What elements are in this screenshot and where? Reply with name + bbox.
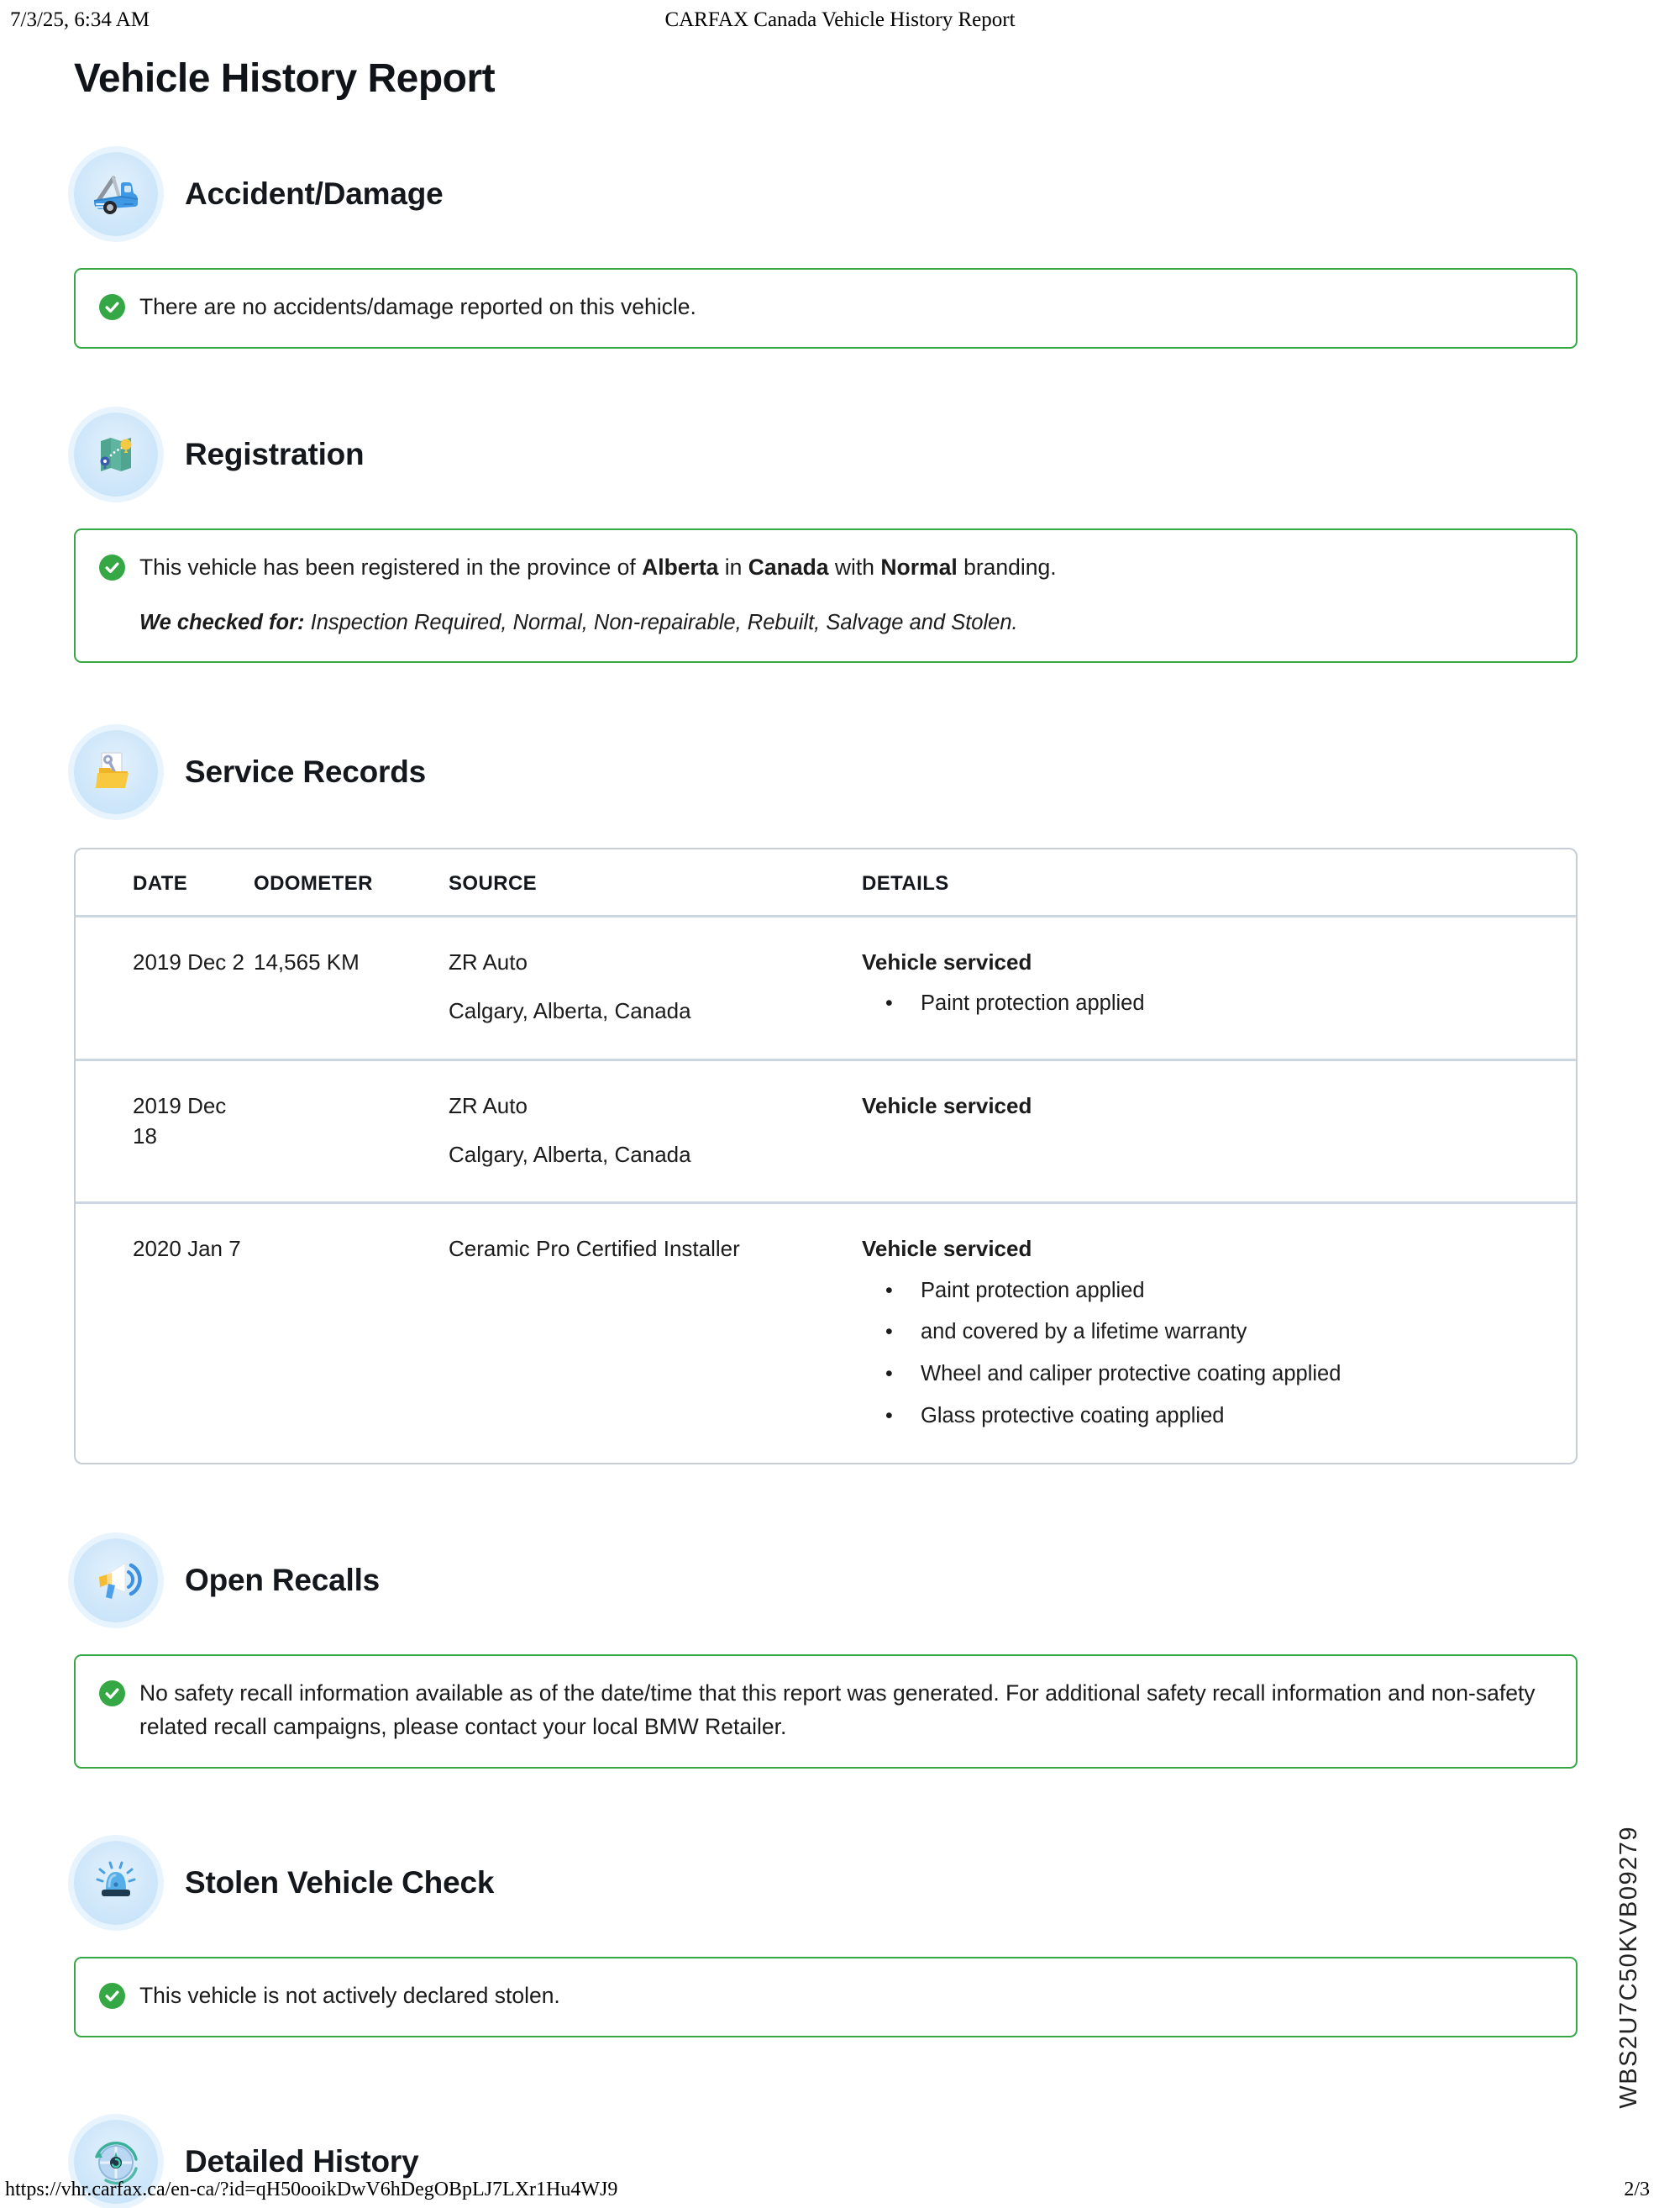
footer-page-number: 2/3: [1624, 2179, 1650, 2200]
open-recalls-status-text: No safety recall information available as of the date/time that this report was generated. For additional safety recall information and non-safety related recall campaigns, please contact your local BMW Retailer.: [139, 1680, 1536, 1740]
check-icon: [99, 1983, 125, 2009]
check-icon: [99, 555, 125, 581]
vin-vertical-label: WBS2U7C50KVB09279: [1615, 1826, 1642, 2109]
cell-odometer: 14,565 KM: [254, 915, 449, 1059]
page-title: Vehicle History Report: [74, 56, 496, 101]
registration-status-text: This vehicle has been registered in the province of Alberta in Canada with Normal branding.: [139, 554, 1057, 580]
section-service-records: [74, 730, 1578, 814]
stolen-status-box: [74, 1957, 1578, 2037]
siren-icon: [74, 1841, 158, 1925]
cell-date: 2020 Jan 7: [76, 1201, 254, 1463]
print-title: CARFAX Canada Vehicle History Report: [664, 8, 1016, 31]
details-bullet-list: [862, 1276, 1567, 1432]
section-heading-open-recalls: Open Recalls: [185, 1563, 381, 1598]
print-datetime: 7/3/25, 6:34 AM: [10, 8, 150, 31]
print-header: [10, 8, 1670, 37]
megaphone-icon: [74, 1538, 158, 1622]
service-folder-icon: [74, 730, 158, 814]
detail-bullet-item: • Paint protection applied: [862, 1276, 1567, 1306]
col-header-odometer: ODOMETER: [254, 871, 373, 895]
footer-url: https://vhr.carfax.ca/en-ca/?id=qH50ooikDwV6hDegOBpLJ7LXr1Hu4WJ9: [5, 2179, 618, 2200]
section-accident-damage: [74, 152, 1578, 236]
cell-details: Vehicle serviced • Paint protection applied • and covered by a lifetime warranty • Wheel and caliper protective coating applied • Glass protective coating applied: [862, 1201, 1576, 1463]
cell-source: ZR Auto Calgary, Alberta, Canada: [449, 915, 862, 1059]
section-heading-stolen: Stolen Vehicle Check: [185, 1864, 495, 1900]
section-registration: [74, 413, 1578, 497]
registration-status-box: [74, 528, 1578, 663]
section-heading-detailed-history: Detailed History: [185, 2143, 419, 2179]
table-row: [76, 915, 1576, 1059]
cell-details: Vehicle serviced • Paint protection applied: [862, 915, 1576, 1059]
cell-source: ZR Auto Calgary, Alberta, Canada: [449, 1059, 862, 1202]
cell-date: 2019 Dec 18: [76, 1059, 254, 1202]
section-heading-service-records: Service Records: [185, 754, 427, 789]
table-header-row: [76, 849, 1576, 915]
accident-status-text: There are no accidents/damage reported on this vehicle.: [139, 294, 696, 319]
map-icon: [74, 413, 158, 497]
col-header-details: DETAILS: [862, 871, 949, 895]
check-icon: [99, 1680, 125, 1706]
service-records-table: [74, 848, 1578, 1465]
cell-date: 2019 Dec 2: [76, 915, 254, 1059]
col-header-source: SOURCE: [449, 871, 538, 895]
section-stolen-vehicle-check: [74, 1841, 1578, 1925]
col-header-date: DATE: [133, 871, 188, 895]
table-row: [76, 1201, 1576, 1463]
cell-details: Vehicle serviced: [862, 1059, 1576, 1202]
detail-bullet-item: • and covered by a lifetime warranty: [862, 1317, 1567, 1348]
check-icon: [99, 294, 125, 320]
section-heading-accident: Accident/Damage: [185, 176, 444, 211]
cell-odometer: [254, 1059, 449, 1202]
open-recalls-status-box: [74, 1654, 1578, 1769]
cell-odometer: [254, 1201, 449, 1463]
section-open-recalls: [74, 1538, 1578, 1622]
table-row: [76, 1059, 1576, 1202]
print-footer: [5, 2176, 1650, 2201]
detail-bullet-item: • Paint protection applied: [862, 989, 1567, 1019]
details-bullet-list: [862, 989, 1567, 1019]
stolen-status-text: This vehicle is not actively declared stolen.: [139, 1982, 560, 2008]
section-heading-registration: Registration: [185, 436, 365, 471]
tow-truck-icon: [74, 152, 158, 236]
accident-status-box: [74, 268, 1578, 349]
detail-bullet-item: • Wheel and caliper protective coating applied: [862, 1359, 1567, 1390]
registration-checked-for: We checked for: Inspection Required, Normal, Non-repairable, Rebuilt, Salvage and Stolen.: [139, 610, 1018, 634]
report-content: [0, 55, 1680, 2204]
cell-source: Ceramic Pro Certified Installer: [449, 1201, 862, 1463]
detail-bullet-item: • Glass protective coating applied: [862, 1401, 1567, 1432]
